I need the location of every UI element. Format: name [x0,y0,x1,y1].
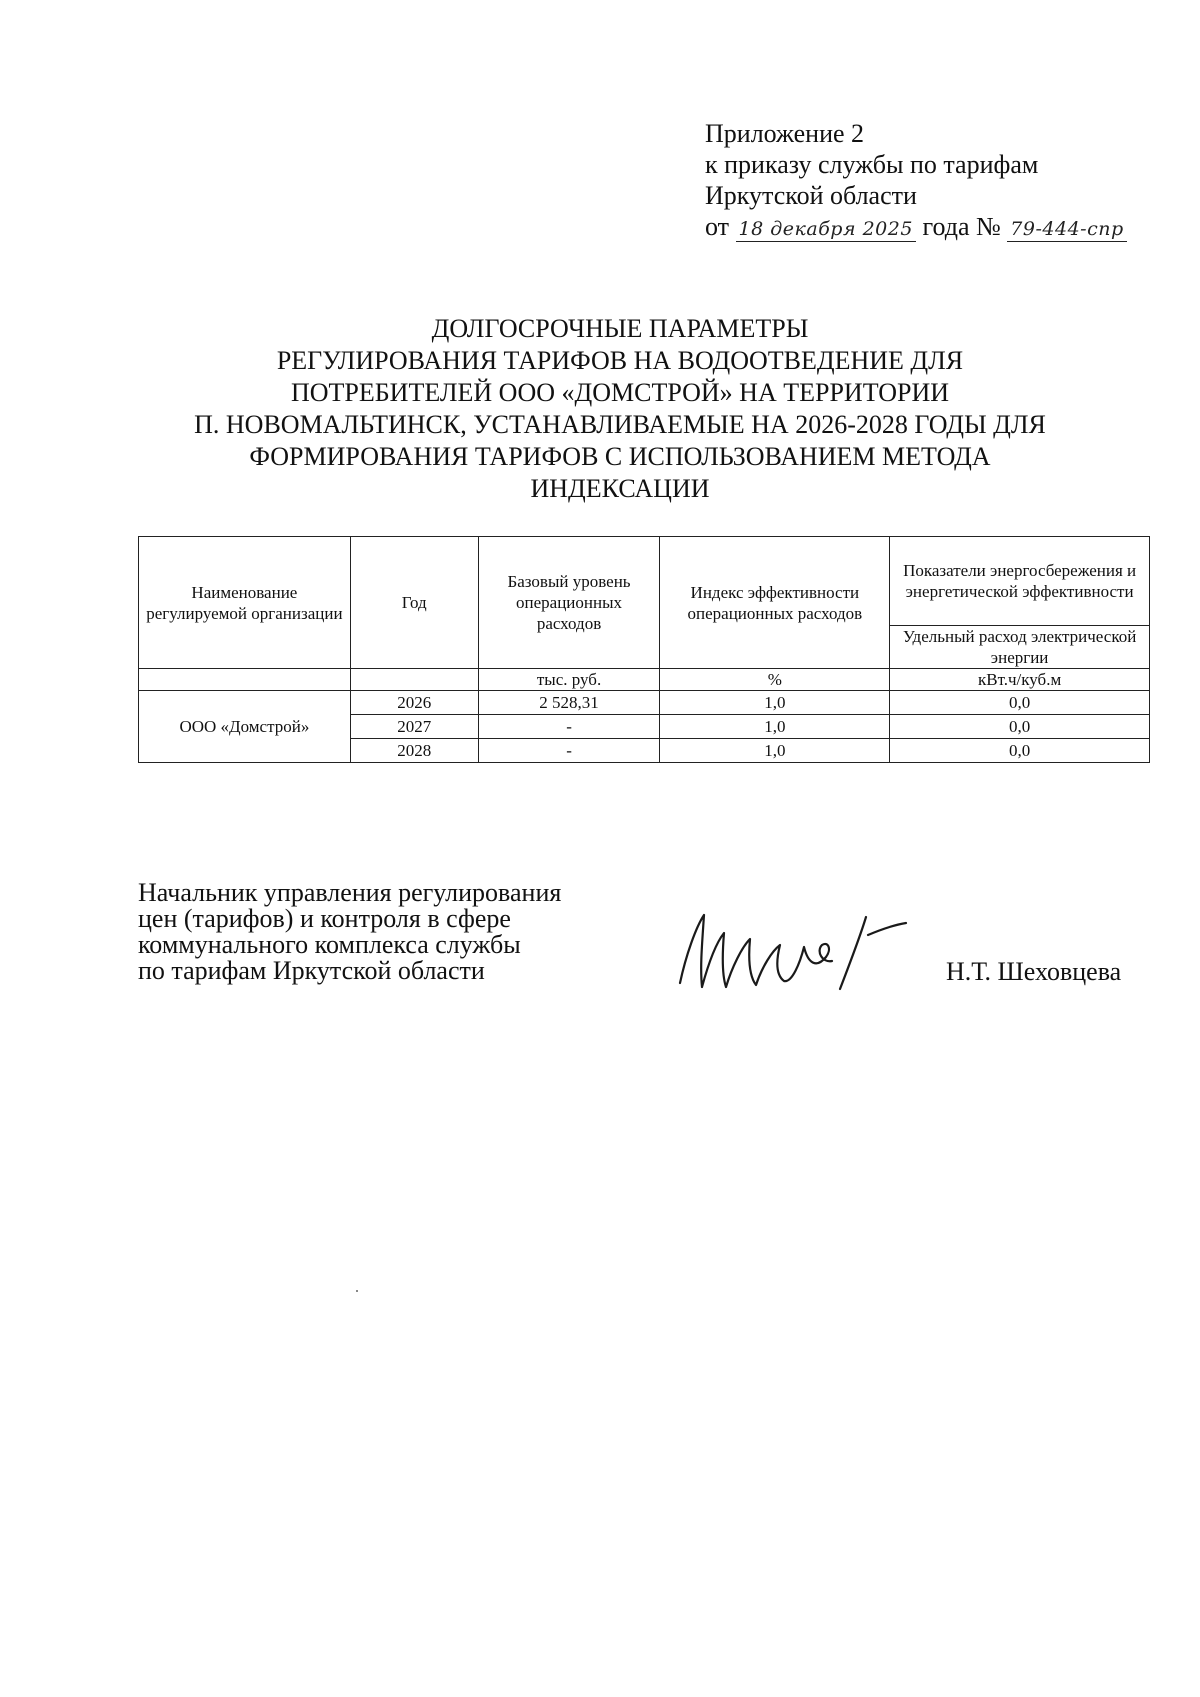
position-line-1: Начальник управления регулирования [138,878,562,907]
from-label: от [705,212,730,241]
header-energy-group: Показатели энергосбережения и энергетической эффективности [890,537,1150,626]
title-line-4: П. НОВОМАЛЬТИНСК, УСТАНАВЛИВАЕМЫЕ НА 2026-2028 ГОДЫ ДЛЯ [194,410,1046,439]
index-cell: 1,0 [660,715,890,739]
position-line-3: коммунального комплекса службы [138,930,521,959]
appendix-date-line [705,211,1127,242]
header-base: Базовый уровень операционных расходов [478,537,660,669]
base-cell: - [478,715,660,739]
header-year: Год [350,537,478,669]
appendix-header [705,118,1127,242]
signatory-position [138,880,561,984]
year-number-label: года № [922,212,1001,241]
table-header-row [139,537,1150,626]
title-line-2: РЕГУЛИРОВАНИЯ ТАРИФОВ НА ВОДООТВЕДЕНИЕ ДЛЯ [276,346,964,375]
year-cell: 2026 [350,691,478,715]
signer-name: Н.Т. Шеховцева [946,957,1122,986]
year-cell: 2028 [350,739,478,763]
scan-speck [356,1290,358,1292]
position-line-2: цен (тарифов) и контроля в сфере [138,904,511,933]
handwritten-signature [672,905,912,1005]
index-cell: 1,0 [660,691,890,715]
table-row [139,691,1150,715]
energy-cell: 0,0 [890,715,1150,739]
org-name-cell: ООО «Домстрой» [139,691,351,763]
header-index: Индекс эффективности операционных расходов [660,537,890,669]
title-line-6: ИНДЕКСАЦИИ [530,474,710,503]
title-line-1: ДОЛГОСРОЧНЫЕ ПАРАМЕТРЫ [431,314,809,343]
title-line-3: ПОТРЕБИТЕЛЕЙ ООО «ДОМСТРОЙ» НА ТЕРРИТОРИИ [290,378,950,407]
handwritten-date: 18 декабря 2025 [736,217,916,242]
appendix-order-ref: к приказу службы по тарифам [705,150,1039,179]
energy-cell: 0,0 [890,739,1150,763]
base-cell: 2 528,31 [478,691,660,715]
document-title [180,313,1060,505]
header-org: Наименование регулируемой организации [139,537,351,669]
unit-energy: кВт.ч/куб.м [890,669,1150,691]
base-cell: - [478,739,660,763]
title-line-5: ФОРМИРОВАНИЯ ТАРИФОВ С ИСПОЛЬЗОВАНИЕМ МЕТОДА [249,442,991,471]
header-energy-sub: Удельный расход электрической энергии [890,626,1150,669]
appendix-number: Приложение 2 [705,119,865,148]
unit-base: тыс. руб. [478,669,660,691]
tariff-parameters-table [138,536,1150,763]
unit-index: % [660,669,890,691]
handwritten-order-number: 79-444-спр [1007,217,1126,242]
year-cell: 2027 [350,715,478,739]
energy-cell: 0,0 [890,691,1150,715]
position-line-4: по тарифам Иркутской области [138,956,485,985]
appendix-region: Иркутской области [705,181,917,210]
index-cell: 1,0 [660,739,890,763]
table-units-row [139,669,1150,691]
